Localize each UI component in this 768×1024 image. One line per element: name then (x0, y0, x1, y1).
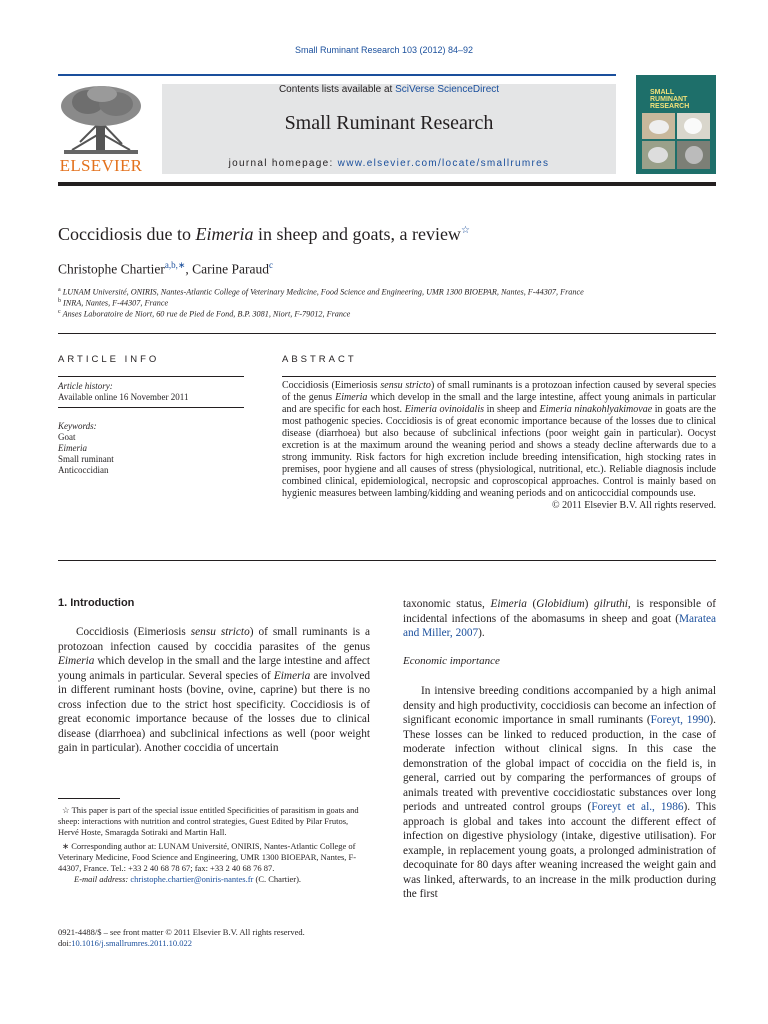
divider (58, 560, 716, 561)
section-heading: 1. Introduction (58, 597, 135, 609)
affiliation: $^b$ INRA, Nantes, F-44307, France (58, 298, 169, 308)
journal-citation[interactable]: Small Ruminant Research 103 (2012) 84–92 (294, 45, 474, 55)
author-affiliation-marks[interactable]: c (269, 260, 274, 270)
doi-link[interactable]: 10.1016/j.smallrumres.2011.10.022 (71, 938, 193, 948)
header-thick-rule (58, 182, 716, 186)
author-affiliation-marks[interactable]: a,b,∗ (164, 260, 186, 270)
keyword: Goat (58, 432, 76, 442)
footnote-rule (58, 798, 120, 799)
divider (58, 376, 244, 377)
footnote: ∗ Corresponding author at: LUNAM Université, ONIRIS, Nantes-Atlantic College of Veterinary Medicine, Food Science and Engineering, UMR 1300 BIOEPAR, Nantes, F-44307, France. Tel.: +33 2 40 68 78 67; fax: +33 2 40 68 76 87. (58, 841, 357, 873)
abstract-text: Coccidiosis (Eimeriosis sensu stricto) of small ruminants is a protozoan infection caused by several species of the genus Eimeria which develop in the small and the large intestine, affect young animals in particular and are specific for each host. Eimeria ovinoidalis in sheep and Eimeria ninakohlyakimovae in goats are the most pathogenic species. Coccidiosis is of great economic importance because of the losses due to clinical disease (diarrhoea) but also because of subclinical infections (poor weight gain in particular). Oocyst excretion is at the maximum around the weaning period and shows a steady decline afterwards due to a strong immunity. Risk factors for high excretion include breeding intensification, high stocking rates in premises, poor hygiene and all causes of stress (physiological, nutritional, etc.). Reliable diagnosis include combined clinical, epidemiological, necropsic and coproscopical approaches. Control is mainly based on hygienic measures between lambing/kidding and weaning periods and on anticoccidial compounds use. © 2011 Elsevier B.V. All rights reserved. (282, 380, 716, 511)
email-link[interactable]: christophe.chartier@oniris-nantes.fr (130, 874, 254, 884)
author-name: Carine Paraud (192, 261, 270, 277)
subsection-heading: Economic importance (403, 655, 500, 667)
title-footnote-star[interactable]: ☆ (460, 225, 470, 236)
keyword: Anticoccidian (58, 465, 109, 475)
elsevier-wordmark: ELSEVIER (59, 156, 143, 175)
issn-block: 0921-4488/$ – see front matter © 2011 Elsevier B.V. All rights reserved. doi:10.1016/j.smallrumres.2011.10.022 (58, 927, 305, 948)
abstract-heading: ABSTRACT (282, 354, 357, 365)
contents-line: Contents lists available at SciVerse ScienceDirect (278, 84, 500, 95)
economic-paragraph: In intensive breeding conditions accompanied by a high animal density and high productivity, coccidiosis can become an infection of significant economic importance in small ruminants (Foreyt, 1990). These losses can be linked to reduced production, in the case of moderate infection without clinical signs. In this case the demonstration of the global impact of coccidia on the field is, in general, carried out by comparing the performances of groups of animals treated with preventive coccidiostatic substances over long periods and untreated control groups (Foreyt et al., 1986). This approach is global and takes into account the different effect of infection on digestive physiology (intake, digestive utilisation). For example, in replacement young goats, a prolonged administration of decoquinate for 80 days after weaning increased the weight gain and was linked, afterwards, to an increase in the milk production during the first (403, 685, 717, 900)
affiliation: $^a$ LUNAM Université, ONIRIS, Nantes-Atlantic College of Veterinary Medicine, Food Science and Engineering, UMR 1300 BIOEPAR, Nantes, F-44307, France (58, 287, 584, 297)
homepage-link[interactable]: www.elsevier.com/locate/smallrumres (337, 158, 550, 169)
divider (58, 407, 244, 408)
footnotes (58, 805, 368, 885)
footnote: ☆ This paper is part of the special issue entitled Specificities of parasitism in goats and sheep: interactions with nutrition and control strategies, Guest Edited by Pilar Frutos, Hervé Hoste, Smaragda Sotiraki and Martin Hall. (58, 805, 359, 837)
journal-banner (162, 84, 616, 174)
cover-title: SMALL RUMINANT RESEARCH (650, 89, 690, 110)
divider (282, 376, 716, 377)
email-line: E-mail address: christophe.chartier@oniris-nantes.fr (C. Chartier). (74, 874, 302, 884)
sciencedirect-link[interactable]: SciVerse ScienceDirect (395, 84, 500, 95)
reference-link[interactable]: Maratea and Miller, 2007 (403, 612, 716, 639)
reference-link[interactable]: Foreyt et al., 1986 (591, 801, 684, 813)
affiliation: $^c$ Anses Laboratoire de Niort, 60 rue de Pied de Fond, B.P. 3081, Niort, F-79012, France (58, 309, 351, 319)
keywords-block: Keywords: Goat Eimeria Small ruminant Anticoccidian (58, 421, 114, 475)
homepage-line: journal homepage: www.elsevier.com/locate/smallrumres (228, 158, 550, 169)
author-list: Christophe Chartier$^{a,b,∗}$, Carine Paraud$^c$ (58, 260, 274, 277)
keyword: Eimeria (58, 443, 87, 453)
article-title: Coccidiosis due to Eimeria in sheep and goats, a review☆ (58, 224, 470, 244)
journal-title: Small Ruminant Research (284, 112, 494, 134)
header-rule (58, 74, 616, 76)
divider (58, 333, 716, 334)
intro-paragraph: Coccidiosis (Eimeriosis sensu stricto) of small ruminants is a protozoan infection caused by coccidia parasites of the genus Eimeria which develop in the small and the large intestine and affect young animals in particular. Several species of Eimeria are involved in different ruminant hosts (bovine, ovine, caprine) but there is no cross infection due to the strict host specificity. Coccidiosis is of great economic importance because of the losses due to clinical disease (diarrhoea) and subclinical infections as well (poor weight gain in particular). Another coccidia of uncertain (58, 626, 371, 754)
tree-logo-icon (58, 84, 144, 156)
elsevier-logo[interactable] (58, 84, 144, 176)
author-name: Christophe Chartier (58, 261, 165, 277)
copyright-line: © 2011 Elsevier B.V. All rights reserved. (552, 500, 716, 511)
reference-link[interactable]: Foreyt, 1990 (650, 714, 710, 726)
keyword: Small ruminant (58, 454, 114, 464)
continued-paragraph: taxonomic status, Eimeria (Globidium) gilruthi, is responsible of incidental infections of the abomasums in sheep and goat (Maratea and Miller, 2007). (403, 598, 716, 639)
article-info-heading: ARTICLE INFO (58, 354, 160, 365)
article-history: Article history: Available online 16 November 2011 (58, 381, 189, 402)
journal-cover[interactable] (636, 75, 716, 174)
cover-photos-icon (642, 113, 710, 169)
